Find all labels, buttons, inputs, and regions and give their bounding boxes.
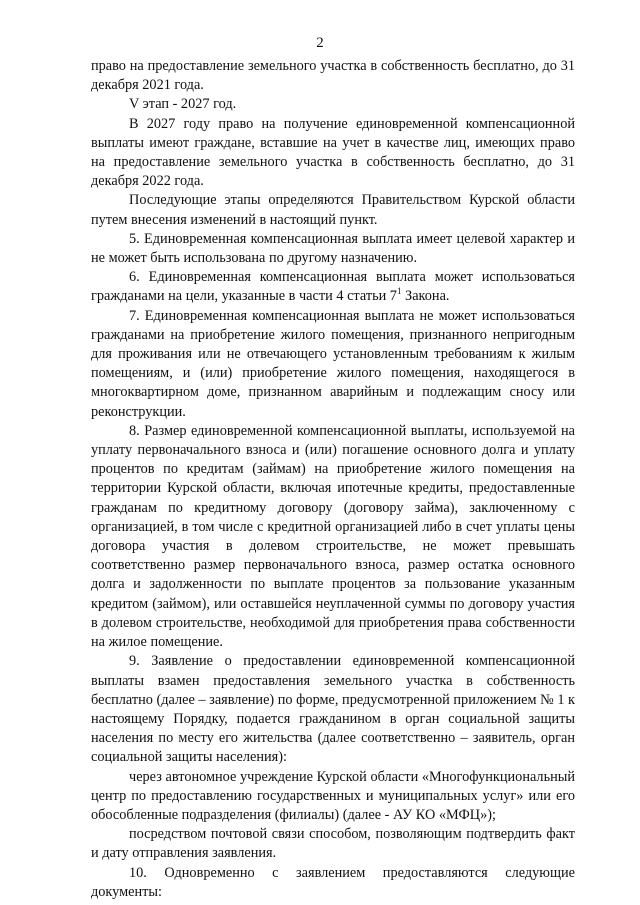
document-body — [91, 57, 575, 902]
paragraph-continuation: право на предоставление земельного участка в собственность бесплатно, до 31 декабря 2021 года. — [91, 58, 575, 94]
paragraph-item-10: 10. Одновременно с заявлением предоставляются следующие документы: — [91, 864, 575, 900]
item-6-tail: Закона. — [401, 288, 450, 305]
paragraph-mfc: через автономное учреждение Курской области «Многофункциональный центр по предоставлению государственных и муниципальных услуг» или его обособленные подразделения (филиалы) (далее - АУ КО «МФЦ»); — [91, 768, 575, 823]
page-number: 2 — [316, 35, 324, 51]
paragraph-item-8: 8. Размер единовременной компенсационной выплаты, используемой на уплату первоначального взноса и (или) погашение основного долга и уплату процентов по кредитам (займам) на приобретение жилого помещения на территории Курской области, включая ипотечные кредиты, предоставленные гражданам по кредитному договору (договору займа), заключенному с организацией, в том числе с кредитной организацией либо в счет уплаты цены договора участия в долевом строительстве, не может превышать соответственно размер первоначального взноса, размер остатка основного долга и задолженности по выплате процентов за пользование указанным кредитом (займом), или оставшейся неуплаченной суммы по договору участия в долевом строительстве, необходимой для приобретения права собственности на жилое помещение. — [91, 422, 575, 651]
paragraph-2027: В 2027 году право на получение единовременной компенсационной выплаты имеют граждане, вставшие на учет в качестве лиц, имеющих право на предоставление земельного участка в собственность бесплатно, до 31 декабря 2022 года. — [91, 115, 575, 190]
paragraph-item-9: 9. Заявление о предоставлении единовременной компенсационной выплаты взамен предоставления земельного участка в собственность бесплатно (далее – заявление) по форме, предусмотренной приложением № 1 к настоящему Порядку, подается гражданином в орган социальной защиты населения по месту его жительства (далее соответственно – заявитель, орган социальной защиты населения): — [91, 653, 575, 766]
paragraph-stage-v: V этап - 2027 год. — [129, 96, 237, 113]
item-6-text: 6. Единовременная компенсационная выплата может использоваться гражданами на цели, указанные в части 4 статьи 7 — [91, 269, 575, 305]
paragraph-item-7: 7. Единовременная компенсационная выплата не может использоваться гражданами на приобретение жилого помещения, признанного непригодным для проживания или не отвечающего установленным требованиям к жилым помещениям, и (или) приобретение жилого помещения, находящегося в многоквартирном доме, признанном аварийным и подлежащим сносу или реконструкции. — [91, 307, 575, 420]
paragraph-postal: посредством почтовой связи способом, позволяющим подтвердить факт и дату отправления заявления. — [91, 826, 575, 862]
paragraph-item-6 — [91, 268, 575, 306]
paragraph-next-stages: Последующие этапы определяются Правительством Курской области путем внесения изменений в настоящий пункт. — [91, 192, 575, 228]
paragraph-item-5: 5. Единовременная компенсационная выплата имеет целевой характер и не может быть использована по другому назначению. — [91, 230, 575, 267]
item-6-superscript: 1 — [396, 286, 402, 297]
